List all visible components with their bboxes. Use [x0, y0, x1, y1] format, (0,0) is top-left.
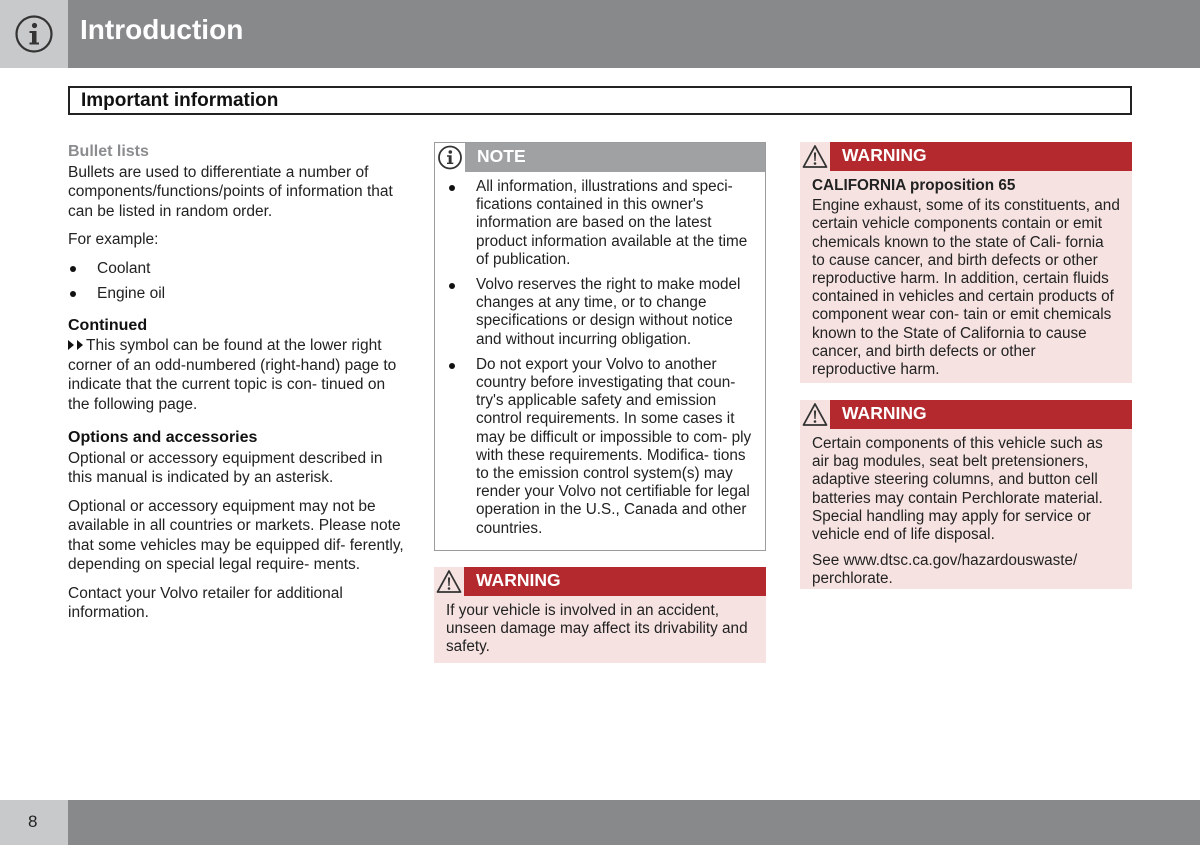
header-icon-box: [0, 0, 68, 68]
note-list: [435, 172, 765, 538]
bullet-lists-text: Bullets are used to differentiate a number of components/functions/points of information that can be listed in random order.: [68, 163, 393, 220]
warning-text: Engine exhaust, some of its constituents, and certain vehicle components contain or emit chemicals known to the state of Cali- fornia to cause cancer, and birth defects or other reproductive harm. In addition, certain fluids contained in vehicles and certain products of component wear con- tain or emit chemicals known to the State of California to cause cancer, and birth defects or other reproductive harm.: [812, 197, 1120, 379]
page-number-box: [0, 800, 68, 845]
options-heading: Options and accessories: [68, 429, 258, 446]
warning-box-perchlorate: [800, 400, 1132, 589]
options-text: Contact your Volvo retailer for additional information.: [68, 584, 343, 621]
warning-label: WARNING: [842, 145, 927, 165]
info-icon: [14, 14, 54, 54]
note-label: NOTE: [477, 146, 526, 166]
warning-link-text: See www.dtsc.ca.gov/hazardouswaste/ perchlorate.: [812, 552, 1078, 588]
warning-box-accident: [434, 567, 766, 663]
page-footer: [0, 800, 1200, 845]
continued-text: This symbol can be found at the lower right corner of an odd-numbered (right-hand) page to indicate that the current topic is con- tinued on the following page.: [68, 337, 397, 413]
warning-triangle-icon: [800, 400, 830, 429]
bullet-lists-heading: Bullet lists: [68, 143, 149, 160]
note-header: [435, 143, 765, 172]
section-title-bar: [68, 86, 1132, 115]
left-column: [68, 142, 404, 632]
list-item: Do not export your Volvo to another country before investigating that coun- try's applicable safety and emission control requirements. In some cases it may be difficult or impossible to com- ply with these requirements. Modifica- tions to the emission control system(s) may render your Volvo not certifiable for legal operation in the U.S., Canada and other countries.: [445, 356, 755, 538]
note-box: [434, 142, 766, 551]
info-icon: [435, 143, 465, 172]
warning-header: [800, 142, 1132, 171]
options-text: Optional or accessory equipment described in this manual is indicated by an asterisk.: [68, 449, 383, 486]
warning-subheading: CALIFORNIA proposition 65: [812, 177, 1016, 194]
page-title: Introduction: [80, 14, 244, 45]
warning-text: If your vehicle is involved in an accident, unseen damage may affect its drivability and safety.: [446, 602, 748, 656]
continued-paragraph: [68, 336, 404, 414]
list-item: All information, illustrations and speci- fications contained in this owner's information are based on the latest product information available at the time of publication.: [445, 178, 755, 269]
page-header: [0, 0, 1200, 68]
example-list: [68, 259, 404, 304]
warning-triangle-icon: [800, 142, 830, 171]
example-label: For example:: [68, 231, 159, 248]
list-item: Coolant: [68, 259, 404, 279]
page-number: 8: [28, 812, 38, 831]
section-title: Important information: [81, 90, 279, 111]
warning-header: [434, 567, 766, 596]
continued-arrows-icon: [68, 337, 86, 354]
warning-label: WARNING: [476, 570, 561, 590]
warning-label: WARNING: [842, 403, 927, 423]
warning-header: [800, 400, 1132, 429]
continued-heading: Continued: [68, 316, 148, 334]
list-item: Volvo reserves the right to make model changes at any time, or to change specifications or design without notice and without incurring obligation.: [445, 276, 755, 349]
warning-box-california: [800, 142, 1132, 383]
warning-triangle-icon: [434, 567, 464, 596]
list-item: Engine oil: [68, 284, 404, 304]
warning-text: Certain components of this vehicle such as air bag modules, seat belt pretensioners, adaptive steering columns, and button cell batteries may contain Perchlorate material. Special handling may apply for service or vehicle end of life disposal.: [812, 435, 1103, 544]
options-text: Optional or accessory equipment may not be available in all countries or markets. Please note that some vehicles may be equipped dif- ferently, depending on special legal require- ments.: [68, 497, 404, 573]
